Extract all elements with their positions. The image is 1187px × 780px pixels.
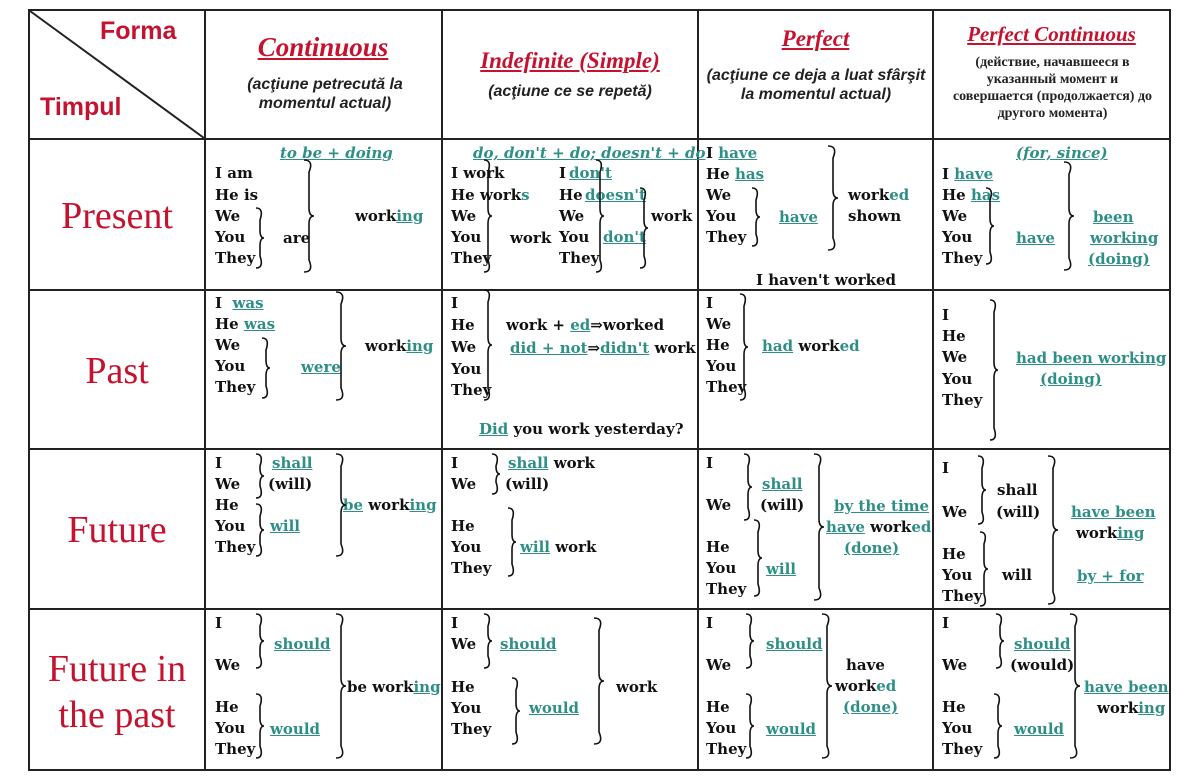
auxiliary: have <box>1016 229 1055 247</box>
verb-form: be working <box>343 496 437 514</box>
pronoun: He <box>215 496 239 514</box>
curly-brace <box>256 614 264 668</box>
curly-brace <box>336 614 346 758</box>
pronoun: I was <box>215 294 264 312</box>
pronoun: We <box>706 496 732 514</box>
auxiliary: don't <box>569 164 612 182</box>
pronoun: I have <box>706 144 758 162</box>
curly-brace <box>1064 162 1074 270</box>
curly-brace <box>996 614 1004 668</box>
auxiliary: shall work <box>508 454 595 472</box>
pronoun: He <box>215 698 239 716</box>
verb-form: had been working <box>1016 349 1167 367</box>
pronoun: They <box>942 249 983 267</box>
auxiliary: (would) <box>1010 656 1075 674</box>
verb-form: work <box>616 678 658 696</box>
pronoun: We <box>451 207 477 225</box>
pronoun: They <box>215 378 256 396</box>
verb-form: working <box>355 207 424 225</box>
verb-form: (done) <box>844 539 900 557</box>
verb-form: working <box>365 337 434 355</box>
auxiliary: will work <box>520 538 597 556</box>
curly-brace <box>262 338 270 398</box>
curly-brace <box>484 290 492 400</box>
pronoun: You <box>451 699 482 717</box>
pronoun: He is <box>215 186 259 204</box>
negative-example: I haven't worked <box>756 271 897 289</box>
pronoun: He <box>942 698 966 716</box>
curly-brace <box>594 618 604 744</box>
pronoun: We <box>215 656 241 674</box>
pronoun: I <box>706 294 714 312</box>
auxiliary: (will) <box>268 475 313 493</box>
pronoun: They <box>942 391 983 409</box>
pronoun: I <box>942 306 950 324</box>
pronoun: They <box>706 580 747 598</box>
pronoun: They <box>451 559 492 577</box>
curly-brace <box>754 520 762 596</box>
auxiliary: should <box>1014 635 1071 653</box>
question-example: Did you work yesterday? <box>479 420 684 438</box>
pronoun: They <box>706 740 747 758</box>
pronoun: We <box>451 338 477 356</box>
pronoun: He has <box>706 165 765 183</box>
curly-brace <box>752 188 760 246</box>
auxiliary: should <box>500 635 557 653</box>
pronoun: We <box>942 348 968 366</box>
curly-brace <box>746 694 754 758</box>
pronoun: I <box>451 454 459 472</box>
pronoun: You <box>942 719 973 737</box>
curly-brace <box>994 694 1002 758</box>
pronoun: He <box>706 698 730 716</box>
pronoun: We <box>706 186 732 204</box>
auxiliary: have <box>779 208 818 226</box>
pronoun: We <box>559 207 585 225</box>
pronoun: They <box>451 381 492 399</box>
pronoun: I <box>559 164 567 182</box>
pronoun: They <box>215 740 256 758</box>
auxiliary: would <box>1014 720 1065 738</box>
pronoun: I work <box>451 164 505 182</box>
verb-form: been <box>1093 208 1134 226</box>
column-sub-simple: (acţiune ce se repetă) <box>488 83 652 100</box>
formula-text: to be + doing <box>280 144 393 162</box>
verb-form: worked <box>848 186 910 204</box>
pronoun: They <box>559 249 600 267</box>
verb-form: have been <box>1071 503 1156 521</box>
curly-brace <box>986 188 994 264</box>
pronoun: He works <box>451 186 530 204</box>
curly-brace <box>508 508 516 576</box>
pronoun: We <box>942 503 968 521</box>
verb-form: (done) <box>843 698 899 716</box>
pronoun: You <box>451 538 482 556</box>
verb-form: working <box>1097 699 1166 717</box>
column-title-perfect-continuous: Perfect Continuous <box>967 22 1136 46</box>
pronoun: I <box>215 454 223 472</box>
auxiliary: will <box>1002 566 1033 584</box>
curly-brace <box>746 614 754 668</box>
curly-brace <box>740 294 748 400</box>
pronoun: You <box>215 228 246 246</box>
row-label-past: Past <box>85 350 149 392</box>
curly-brace <box>512 678 520 744</box>
auxiliary: would <box>766 720 817 738</box>
pronoun: They <box>451 720 492 738</box>
pronoun: You <box>215 357 246 375</box>
curly-brace <box>828 146 838 250</box>
curly-brace <box>492 454 500 494</box>
verb-form: work <box>510 229 552 247</box>
pronoun: We <box>215 475 241 493</box>
time-marker: by + for <box>1077 567 1144 585</box>
pronoun: I <box>706 454 714 472</box>
pronoun: He <box>451 316 475 334</box>
pronoun: You <box>559 228 590 246</box>
column-title-perfect: Perfect <box>781 26 850 51</box>
pronoun: He <box>451 678 475 696</box>
curly-brace <box>256 504 264 556</box>
row-label-future-in-the-past: Future in the past <box>47 648 187 736</box>
auxiliary: (will) <box>505 475 550 493</box>
pronoun: We <box>942 656 968 674</box>
pronoun: He <box>942 545 966 563</box>
curly-brace <box>744 454 752 520</box>
pronoun: He <box>942 327 966 345</box>
curly-brace <box>484 160 492 272</box>
auxiliary: will <box>766 560 797 578</box>
verb-form: (doing) <box>1088 250 1150 268</box>
pronoun: I have <box>942 165 994 183</box>
pronoun: We <box>706 315 732 333</box>
curly-brace <box>1070 614 1080 758</box>
curly-brace <box>980 532 988 606</box>
pronoun: You <box>706 207 737 225</box>
pronoun: They <box>215 538 256 556</box>
pronoun: They <box>942 740 983 758</box>
rule-text: did + not⇒didn't work <box>510 339 696 357</box>
verb-form: (doing) <box>1040 370 1102 388</box>
curly-brace <box>990 300 998 440</box>
auxiliary: shall <box>997 481 1038 499</box>
pronoun: He has <box>942 186 1001 204</box>
pronoun: They <box>942 587 983 605</box>
auxiliary: doesn't <box>585 186 646 204</box>
formula-text: (for, since) <box>1016 144 1108 162</box>
row-label-present: Present <box>61 195 173 237</box>
pronoun: We <box>451 475 477 493</box>
pronoun: I <box>706 614 714 632</box>
pronoun: You <box>215 719 246 737</box>
pronoun: They <box>215 249 256 267</box>
auxiliary: are <box>283 229 311 247</box>
pronoun: I am <box>215 164 253 182</box>
pronoun: I <box>942 614 950 632</box>
pronoun: I <box>942 459 950 477</box>
pronoun: You <box>451 228 482 246</box>
pronoun: We <box>215 336 241 354</box>
pronoun: You <box>942 370 973 388</box>
verb-form: have been <box>1084 678 1169 696</box>
auxiliary: (will) <box>996 503 1041 521</box>
verb-form: worked <box>835 677 897 695</box>
pronoun: He <box>706 538 730 556</box>
pronoun: You <box>942 566 973 584</box>
pronoun: I <box>451 614 459 632</box>
column-title-simple: Indefinite (Simple) <box>480 48 660 73</box>
verb-form: had worked <box>762 337 860 355</box>
pronoun: He <box>706 336 730 354</box>
curly-brace <box>978 456 986 524</box>
pronoun: You <box>215 517 246 535</box>
pronoun: I <box>215 614 223 632</box>
header-timpul: Timpul <box>40 93 122 121</box>
curly-brace <box>1048 456 1058 604</box>
verb-form: have <box>846 656 885 674</box>
pronoun: They <box>706 378 747 396</box>
auxiliary: shall <box>762 475 803 493</box>
pronoun: We <box>451 635 477 653</box>
rule-text: work + ed⇒worked <box>506 316 665 334</box>
pronoun: He <box>559 186 583 204</box>
verb-form: working <box>1090 229 1159 247</box>
pronoun: He was <box>215 315 276 333</box>
pronoun: We <box>215 207 241 225</box>
pronoun: We <box>706 656 732 674</box>
verb-form: work <box>651 207 693 225</box>
row-label-future: Future <box>67 509 167 551</box>
pronoun: They <box>451 249 492 267</box>
column-sub-continuous: (acţiune petrecută la momentul actual) <box>247 76 403 112</box>
auxiliary: should <box>766 635 823 653</box>
column-sub-perfect: (acţiune ce deja a luat sfârşit la momentul actual) <box>706 67 926 103</box>
pronoun: He <box>451 517 475 535</box>
pronoun: You <box>706 559 737 577</box>
pronoun: You <box>451 360 482 378</box>
auxiliary: shall <box>272 454 313 472</box>
curly-brace <box>814 454 824 600</box>
pronoun: You <box>942 228 973 246</box>
curly-brace <box>640 188 648 268</box>
header-forma: Forma <box>100 17 177 45</box>
formula-text: do, don't + do; doesn't + do <box>473 144 706 162</box>
pronoun: I <box>451 294 459 312</box>
verb-form: working <box>1076 524 1145 542</box>
curly-brace <box>484 614 492 668</box>
curly-brace <box>336 454 346 556</box>
pronoun: We <box>942 207 968 225</box>
auxiliary: should <box>274 635 331 653</box>
verb-form: have worked <box>826 518 932 536</box>
auxiliary: would <box>270 720 321 738</box>
column-title-continuous: Continuous <box>257 32 389 62</box>
auxiliary: will <box>270 517 301 535</box>
curly-brace <box>256 454 264 498</box>
pronoun: They <box>706 228 747 246</box>
verb-form: be working <box>347 678 441 696</box>
verb-form: shown <box>848 207 902 225</box>
curly-brace <box>596 160 604 272</box>
column-sub-perfect-continuous: (действие, начавшееся в указанный момент и совершается (продолжается) до другого момента) <box>952 55 1153 121</box>
time-marker: by the time <box>834 497 930 515</box>
curly-brace <box>304 160 314 272</box>
pronoun: You <box>706 719 737 737</box>
auxiliary: (will) <box>760 496 805 514</box>
auxiliary: were <box>301 358 341 376</box>
curly-brace <box>256 694 264 758</box>
pronoun: You <box>706 357 737 375</box>
auxiliary: would <box>529 699 580 717</box>
curly-brace <box>822 614 832 758</box>
auxiliary: don't <box>603 228 646 246</box>
curly-brace <box>336 292 346 400</box>
curly-brace <box>256 208 264 268</box>
